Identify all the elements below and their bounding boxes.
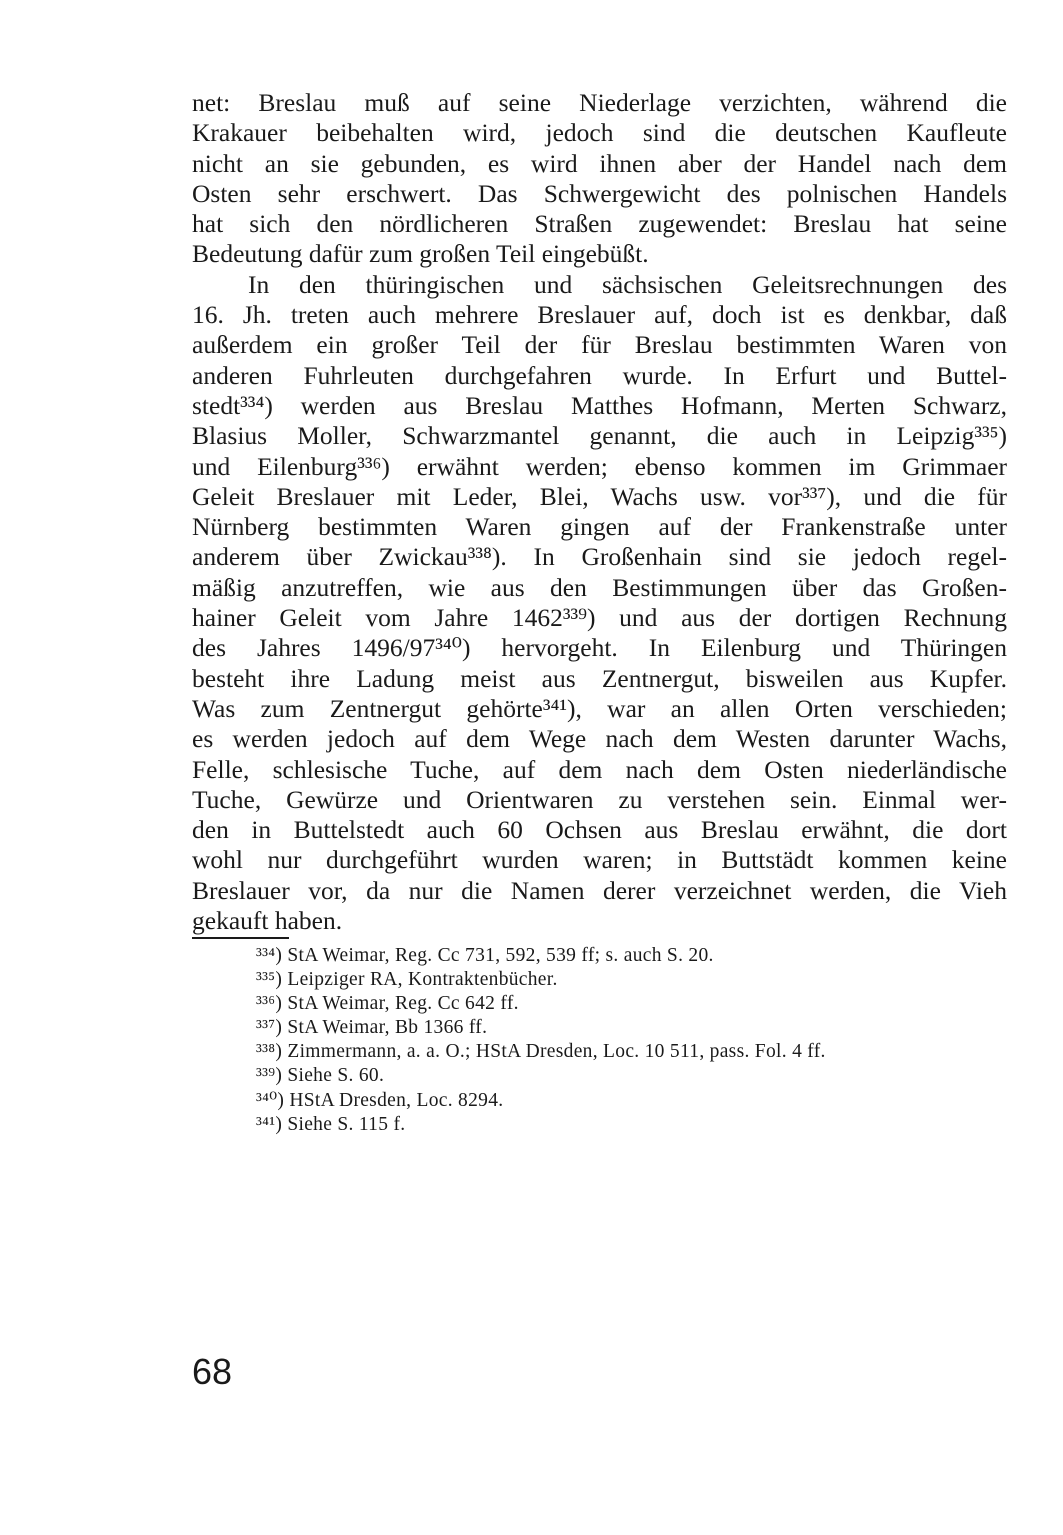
text-line: Felle, schlesische Tuche, auf dem nach dem Osten niederländische: [192, 754, 1007, 784]
text-line: Breslauer vor, da nur die Namen derer verzeichnet werden, die Vieh: [192, 875, 1007, 905]
text-line: stedt³³⁴) werden aus Breslau Matthes Hofmann, Merten Schwarz,: [192, 390, 1007, 420]
text-line: hat sich den nördlicheren Straßen zugewendet: Breslau hat seine: [192, 209, 1007, 239]
text-line: Tuche, Gewürze und Orientwaren zu verstehen sein. Einmal wer-: [192, 784, 1007, 814]
text-line: Was zum Zentnergut gehörte³⁴¹), war an allen Orten verschieden;: [192, 693, 1007, 723]
text-line: gekauft haben.: [192, 906, 343, 936]
footnote: ³³⁶) StA Weimar, Reg. Cc 642 ff.: [256, 993, 519, 1015]
text-line: nicht an sie gebunden, es wird ihnen aber der Handel nach dem: [192, 148, 1007, 178]
footnote-separator: [192, 937, 289, 939]
footnote: ³³⁵) Leipziger RA, Kontraktenbücher.: [256, 969, 558, 991]
text-line: außerdem ein großer Teil der für Breslau bestimmten Waren von: [192, 330, 1007, 360]
text-line: Krakauer beibehalten wird, jedoch sind die deutschen Kaufleute: [192, 118, 1007, 148]
text-line: Nürnberg bestimmten Waren gingen auf der Frankenstraße unter: [192, 512, 1007, 542]
footnote: ³⁴⁰) HStA Dresden, Loc. 8294.: [256, 1089, 504, 1111]
text-line: und Eilenburg³³⁶) erwähnt werden; ebenso kommen im Grimmaer: [192, 451, 1007, 481]
page-number: 68: [192, 1351, 233, 1392]
text-line: Bedeutung dafür zum großen Teil eingebüßt.: [192, 239, 649, 269]
footnote: ³³⁹) Siehe S. 60.: [256, 1065, 385, 1087]
text-line: anderen Fuhrleuten durchgefahren wurde. In Erfurt und Buttel-: [192, 360, 1007, 390]
text-line: In den thüringischen und sächsischen Geleitsrechnungen des: [248, 269, 1007, 299]
text-line: hainer Geleit vom Jahre 1462³³⁹) und aus der dortigen Rechnung: [192, 603, 1007, 633]
footnote: ³³⁷) StA Weimar, Bb 1366 ff.: [256, 1017, 488, 1039]
text-line: es werden jedoch auf dem Wege nach dem Westen darunter Wachs,: [192, 724, 1007, 754]
text-line: anderem über Zwickau³³⁸). In Großenhain sind sie jedoch regel-: [192, 542, 1007, 572]
text-line: des Jahres 1496/97³⁴⁰) hervorgeht. In Eilenburg und Thüringen: [192, 633, 1007, 663]
footnote: ³³⁸) Zimmermann, a. a. O.; HStA Dresden, Loc. 10 511, pass. Fol. 4 ff.: [256, 1041, 826, 1063]
text-line: Osten sehr erschwert. Das Schwergewicht des polnischen Handels: [192, 178, 1007, 208]
text-line: den in Buttelstedt auch 60 Ochsen aus Breslau erwähnt, die dort: [192, 815, 1007, 845]
text-line: wohl nur durchgeführt wurden waren; in Buttstädt kommen keine: [192, 845, 1007, 875]
text-line: mäßig anzutreffen, wie aus den Bestimmungen über das Großen-: [192, 572, 1007, 602]
text-line: 16. Jh. treten auch mehrere Breslauer auf, doch ist es denkbar, daß: [192, 300, 1007, 330]
footnote: ³⁴¹) Siehe S. 115 f.: [256, 1113, 406, 1135]
main-text: [192, 88, 1007, 936]
text-line: Blasius Moller, Schwarzmantel genannt, die auch in Leipzig³³⁵): [192, 421, 1007, 451]
text-line: besteht ihre Ladung meist aus Zentnergut, bisweilen aus Kupfer.: [192, 663, 1007, 693]
footnote: ³³⁴) StA Weimar, Reg. Cc 731, 592, 539 ff; s. auch S. 20.: [256, 945, 714, 966]
text-line: Geleit Breslauer mit Leder, Blei, Wachs usw. vor³³⁷), und die für: [192, 481, 1007, 511]
text-line: net: Breslau muß auf seine Niederlage verzichten, während die: [192, 88, 1007, 117]
footnotes: [256, 944, 1016, 1137]
